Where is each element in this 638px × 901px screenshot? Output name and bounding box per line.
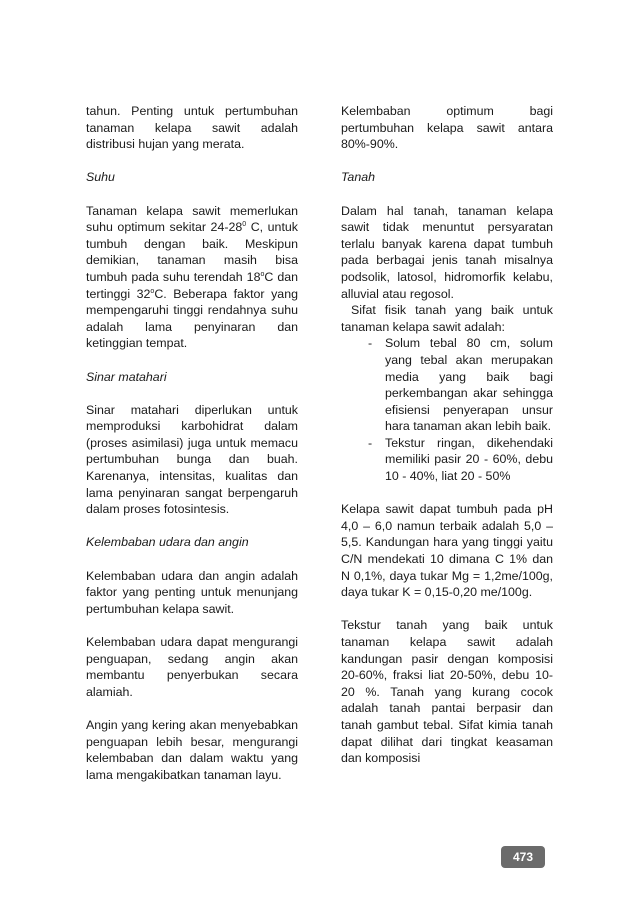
paragraph-kelembaban-optimum: Kelembaban optimum bagi pertumbuhan kelapa sawit antara 80%-90%. [341, 104, 553, 152]
list-item: - Solum tebal 80 cm, solum yang tebal akan merupakan media yang baik bagi perkembangan akar sehingga efisiensi penyerapan unsur hara tanaman akan lebih baik. [368, 336, 553, 434]
soil-properties-list [341, 335, 553, 484]
page-number-badge: 473 [501, 846, 545, 868]
paragraph-angin: Angin yang kering akan menyebabkan penguapan lebih besar, mengurangi kelembaban dan dalam waktu yang lama mengakibatkan tanaman layu. [86, 717, 298, 782]
paragraph-sinar-matahari: Sinar matahari diperlukan untuk memproduksi karbohidrat dalam (proses asimilasi) juga untuk memacu pertumbuhan bunga dan buah. Karenanya, intensitas, kualitas dan lama penyinaran sangat berpengaruh dalam proses fotosintesis. [86, 402, 298, 517]
right-column [341, 103, 553, 767]
paragraph-intro: tahun. Penting untuk pertumbuhan tanaman kelapa sawit adalah distribusi hujan yang merata. [86, 104, 298, 152]
list-item: - Tekstur ringan, dikehendaki memiliki pasir 20 - 60%, debu 10 - 40%, liat 20 - 50% [368, 435, 553, 484]
paragraph-kelembaban-1: Kelembaban udara dan angin adalah faktor yang penting untuk menunjang pertumbuhan kelapa sawit. [86, 568, 298, 616]
heading-kelembaban: Kelembaban udara dan angin [86, 535, 249, 550]
paragraph-ph: Kelapa sawit dapat tumbuh pada pH 4,0 – 6,0 namun terbaik adalah 5,0 – 5,5. Kandungan hara yang tinggi yaitu C/N mendekati 10 dimana C 1% dan N 0,1%, daya tukar Mg = 1,2me/100g, daya tukar K = 0,15-0,20 me/100g. [341, 502, 553, 600]
paragraph-suhu: Tanaman kelapa sawit memerlukan suhu optimum sekitar $24-28^0$ C, untuk tumbuh dengan baik. Meskipun demikian, tanaman masih bisa tumbuh pada suhu terendah 18$^o$C dan tertinggi 32$^o$C. Beberapa faktor yang mempengaruhi tinggi rendahnya suhu adalah lama penyinaran dan ketinggian tempat. [86, 203, 298, 351]
paragraph-tekstur: Tekstur tanah yang baik untuk tanaman kelapa sawit adalah kandungan pasir dengan komposisi 20-60%, fraksi liat 20-50%, debu 10-20 %. Tanah yang kurang cocok adalah tanah pantai berpasir dan tanah gambut tebal. Sifat kimia tanah dapat dilihat dari tingkat keasaman dan komposisi [341, 618, 553, 766]
heading-sinar-matahari: Sinar matahari [86, 369, 167, 384]
paragraph-sifat-fisik: Sifat fisik tanah yang baik untuk tanaman kelapa sawit adalah: [341, 303, 553, 334]
paragraph-kelembaban-2: Kelembaban udara dapat mengurangi penguapan, sedang angin akan membantu penyerbukan secara alamiah. [86, 635, 298, 699]
left-column [86, 103, 298, 783]
paragraph-tanah: Dalam hal tanah, tanaman kelapa sawit tidak menuntut persyaratan terlalu banyak karena dapat tumbuh pada berbagai jenis tanah misalnya podsolik, latosol, hidromorfik kelabu, alluvial atau regosol. [341, 203, 553, 301]
heading-suhu: Suhu [86, 170, 115, 185]
heading-tanah: Tanah [341, 170, 375, 185]
